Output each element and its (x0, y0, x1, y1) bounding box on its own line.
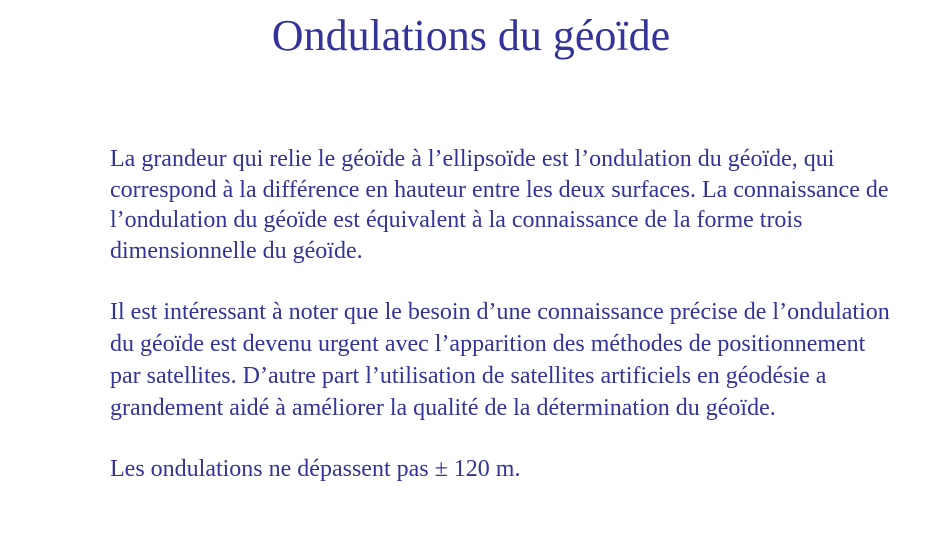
paragraph-undulation-range: Les ondulations ne dépassent pas ± 120 m. (110, 456, 521, 482)
paragraph-satellite-positioning: Il est intéressant à noter que le besoin d’une connaissance précise de l’ondulation du géoïde est devenu urgent avec l’apparition des méthodes de positionnement par satellites. D’autre part l’utilisation de satellites artificiels en géodésie a grandement aidé à améliorer la qualité de la détermination du géoïde. (110, 299, 890, 421)
slide-title: Ondulations du géoïde (271, 11, 671, 60)
slide-body (110, 144, 900, 485)
paragraph-geoid-undulation-definition: La grandeur qui relie le géoïde à l’ellipsoïde est l’ondulation du géoïde, qui correspond à la différence en hauteur entre les deux surfaces. La connaissance de l’ondulation du géoïde est équivalent à la connaissance de la forme trois dimensionnelle du géoïde. (110, 146, 889, 264)
